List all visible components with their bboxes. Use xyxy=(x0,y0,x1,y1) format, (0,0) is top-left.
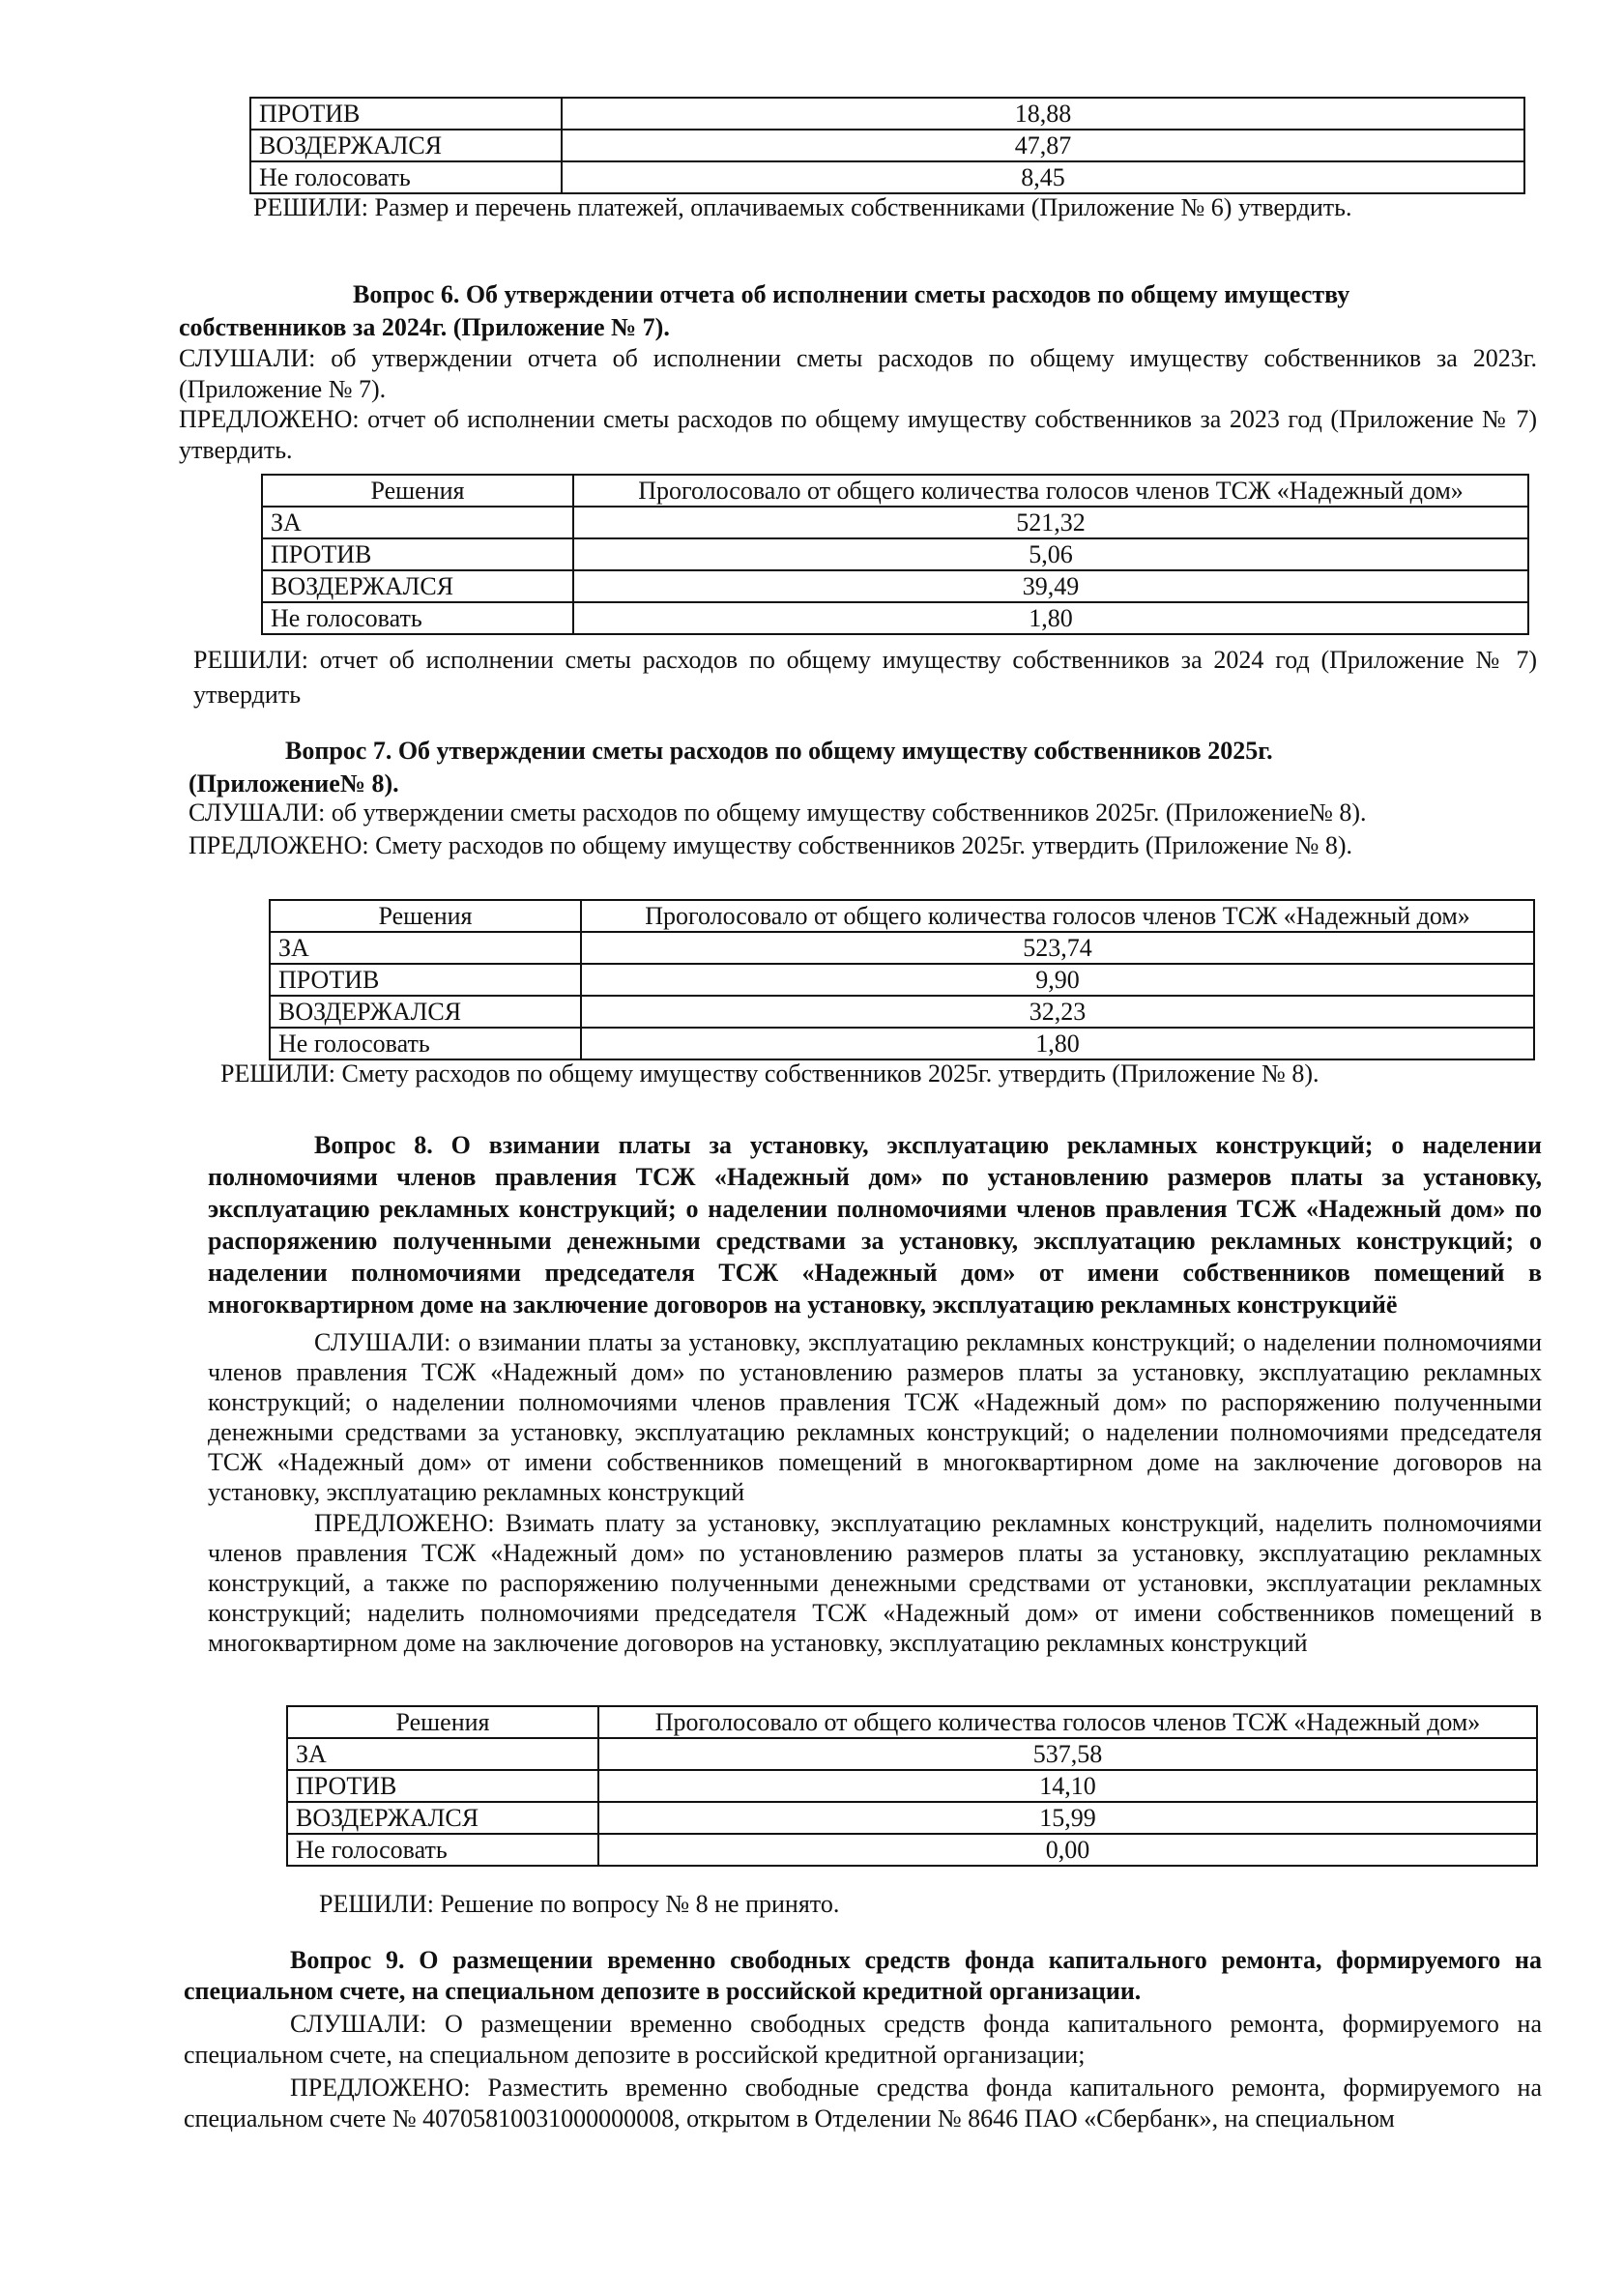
vote-label: ВОЗДЕРЖАЛСЯ xyxy=(262,570,573,602)
q7-heading xyxy=(188,735,1542,800)
table-header-row xyxy=(262,475,1528,507)
table-row xyxy=(287,1738,1537,1770)
vote-value: 47,87 xyxy=(562,130,1524,161)
table-row xyxy=(287,1770,1537,1802)
table-header-row xyxy=(270,900,1534,932)
vote-label: ЗА xyxy=(262,507,573,538)
vote-value: 39,49 xyxy=(573,570,1528,602)
table-row xyxy=(270,1028,1534,1059)
table-row xyxy=(287,1802,1537,1834)
vote-label: ПРОТИВ xyxy=(262,538,573,570)
vote-label: ЗА xyxy=(287,1738,598,1770)
q9-heading: Вопрос 9. О размещении временно свободных средств фонда капитального ремонта, формируемого на специальном счете, на специальном депозите в российской кредитной организации. xyxy=(184,1946,1542,2005)
q9-proposed: ПРЕДЛОЖЕНО: Разместить временно свободные средства фонда капитального ремонта, формируемого на специальном счете № 40705810031000000008, открытом в Отделении № 8646 ПАО «Сбербанк», на специальном xyxy=(184,2074,1542,2132)
vote-label: Не голосовать xyxy=(270,1028,581,1059)
vote-value: 14,10 xyxy=(598,1770,1537,1802)
table-row xyxy=(262,538,1528,570)
q7-decision: РЕШИЛИ: Смету расходов по общему имуществу собственников 2025г. утвердить (Приложение № 8). xyxy=(220,1059,1320,1088)
column-header-decisions: Решения xyxy=(262,475,573,507)
vote-label: ВОЗДЕРЖАЛСЯ xyxy=(270,996,581,1028)
q8-decision: РЕШИЛИ: Решение по вопросу № 8 не принято. xyxy=(319,1890,840,1918)
vote-value: 521,32 xyxy=(573,507,1528,538)
table-row xyxy=(250,130,1524,161)
vote-label: ВОЗДЕРЖАЛСЯ xyxy=(250,130,562,161)
q7-heading-lead: Вопрос 7. Об утверждении сметы расходов по общему имуществу собственников 2025г. xyxy=(285,737,1273,765)
vote-value: 537,58 xyxy=(598,1738,1537,1770)
column-header-votes: Проголосовало от общего количества голосов членов ТСЖ «Надежный дом» xyxy=(598,1706,1537,1738)
q6-heading-lead: Вопрос 6. Об утверждении отчета об исполнении сметы расходов по общему имуществу xyxy=(353,280,1350,308)
vote-label: ЗА xyxy=(270,932,581,964)
q5-vote-table xyxy=(249,97,1525,194)
vote-value: 15,99 xyxy=(598,1802,1537,1834)
vote-value: 5,06 xyxy=(573,538,1528,570)
vote-label: Не голосовать xyxy=(287,1834,598,1866)
vote-label: ПРОТИВ xyxy=(250,98,562,130)
vote-value: 523,74 xyxy=(581,932,1534,964)
table-row xyxy=(270,996,1534,1028)
q5-decision: РЕШИЛИ: Размер и перечень платежей, оплачиваемых собственниками (Приложение № 6) утвердить. xyxy=(253,193,1352,221)
q8-heard: СЛУШАЛИ: о взимании платы за установку, эксплуатацию рекламных конструкций; о наделении полномочиями членов правления ТСЖ «Надежный дом» по установлению размеров платы за установку, эксплуатацию рекламных конструкций; о наделении полномочиями членов правления ТСЖ «Надежный дом» по распоряжению полученными денежными средствами за установку, эксплуатацию рекламных конструкций; о наделении полномочиями председателя ТСЖ «Надежный дом» от имени собственников помещений в многоквартирном доме на заключение договоров на установку, эксплуатацию рекламных конструкций xyxy=(208,1328,1542,1506)
q7-heard: СЛУШАЛИ: об утверждении сметы расходов по общему имуществу собственников 2025г. (Приложение№ 8). xyxy=(188,798,1367,827)
q6-heard: СЛУШАЛИ: об утверждении отчета об исполнении сметы расходов по общему имуществу собственников за 2023г. (Приложение № 7). xyxy=(179,344,1537,403)
q9-heard: СЛУШАЛИ: О размещении временно свободных средств фонда капитального ремонта, формируемого на специальном счете, на специальном депозите в российской кредитной организации; xyxy=(184,2010,1542,2069)
q6-proposed: ПРЕДЛОЖЕНО: отчет об исполнении сметы расходов по общему имуществу собственников за 2023 год (Приложение № 7) утвердить. xyxy=(179,405,1537,464)
q8-proposed: ПРЕДЛОЖЕНО: Взимать плату за установку, эксплуатацию рекламных конструкций, наделить полномочиями членов правления ТСЖ «Надежный дом» по установлению размеров платы за установку, эксплуатацию рекламных конструкций, а также по распоряжению полученными денежными средствами от установки, эксплуатации рекламных конструкций; наделить полномочиями председателя ТСЖ «Надежный дом» от имени собственников помещений в многоквартирном доме на заключение договоров на установку, эксплуатацию рекламных конструкций xyxy=(208,1509,1542,1657)
q6-heading xyxy=(179,278,1537,344)
column-header-decisions: Решения xyxy=(287,1706,598,1738)
vote-label: Не голосовать xyxy=(250,161,562,193)
table-row xyxy=(250,161,1524,193)
vote-label: ПРОТИВ xyxy=(270,964,581,996)
vote-value: 1,80 xyxy=(581,1028,1534,1059)
q8-vote-table xyxy=(286,1705,1538,1867)
table-row xyxy=(262,570,1528,602)
vote-value: 32,23 xyxy=(581,996,1534,1028)
q6-decision: РЕШИЛИ: отчет об исполнении сметы расходов по общему имуществу собственников за 2024 год (Приложение № 7) утвердить xyxy=(193,646,1537,709)
vote-label: ПРОТИВ xyxy=(287,1770,598,1802)
vote-value: 8,45 xyxy=(562,161,1524,193)
vote-value: 0,00 xyxy=(598,1834,1537,1866)
column-header-votes: Проголосовало от общего количества голосов членов ТСЖ «Надежный дом» xyxy=(573,475,1528,507)
table-row xyxy=(262,507,1528,538)
vote-value: 1,80 xyxy=(573,602,1528,634)
table-row xyxy=(250,98,1524,130)
vote-label: ВОЗДЕРЖАЛСЯ xyxy=(287,1802,598,1834)
q6-heading-rest: собственников за 2024г. (Приложение № 7). xyxy=(179,313,670,341)
vote-value: 18,88 xyxy=(562,98,1524,130)
vote-label: Не голосовать xyxy=(262,602,573,634)
vote-value: 9,90 xyxy=(581,964,1534,996)
table-row xyxy=(262,602,1528,634)
table-row xyxy=(270,932,1534,964)
q7-vote-table xyxy=(269,899,1535,1060)
q6-vote-table xyxy=(261,474,1529,635)
table-header-row xyxy=(287,1706,1537,1738)
column-header-decisions: Решения xyxy=(270,900,581,932)
q8-heading: Вопрос 8. О взимании платы за установку, эксплуатацию рекламных конструкций; о наделении полномочиями членов правления ТСЖ «Надежный дом» по установлению размеров платы за установку, эксплуатацию рекламных конструкций; о наделении полномочиями членов правления ТСЖ «Надежный дом» по распоряжению полученными денежными средствами за установку, эксплуатацию рекламных конструкций; о наделении полномочиями председателя ТСЖ «Надежный дом» от имени собственников помещений в многоквартирном доме на заключение договоров на установку, эксплуатацию рекламных конструкцийё xyxy=(208,1131,1542,1319)
table-row xyxy=(270,964,1534,996)
column-header-votes: Проголосовало от общего количества голосов членов ТСЖ «Надежный дом» xyxy=(581,900,1534,932)
q7-heading-rest: (Приложение№ 8). xyxy=(188,769,399,798)
q7-proposed: ПРЕДЛОЖЕНО: Смету расходов по общему имуществу собственников 2025г. утвердить (Приложение № 8). xyxy=(188,831,1353,859)
table-row xyxy=(287,1834,1537,1866)
